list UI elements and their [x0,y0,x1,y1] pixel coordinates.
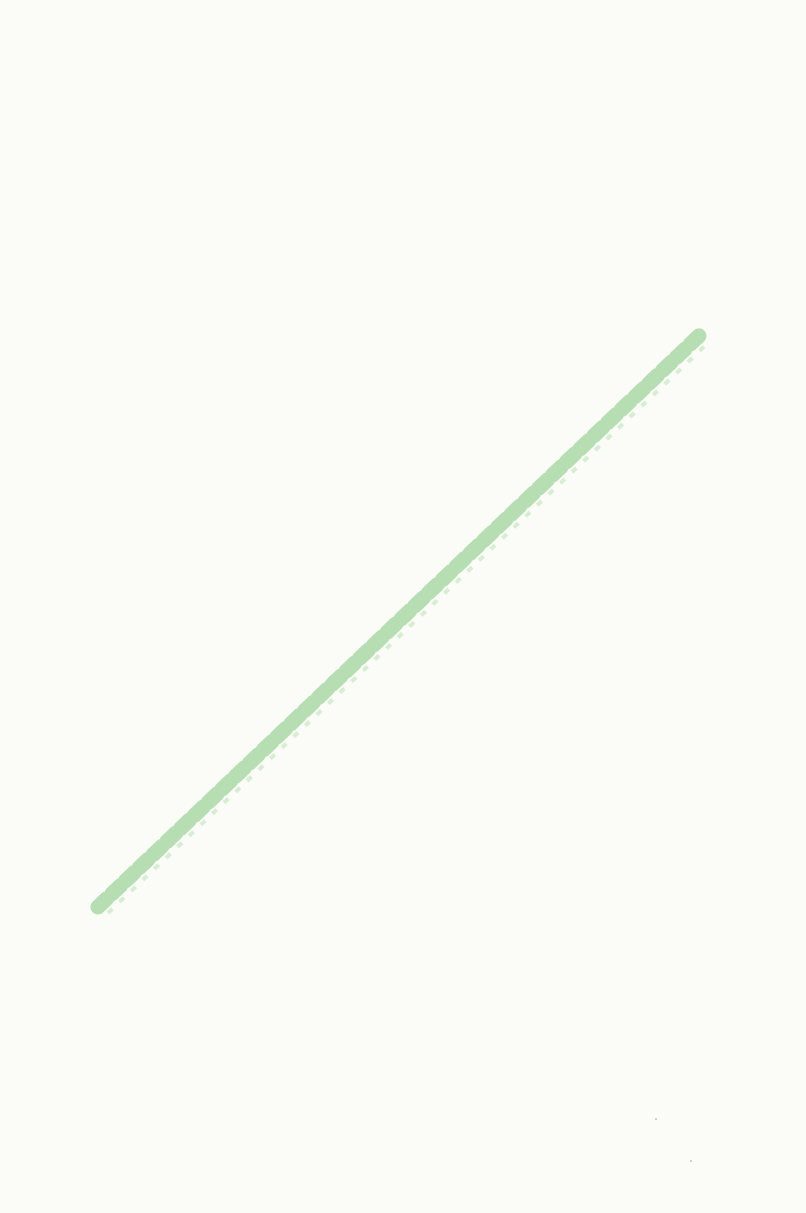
scan-speck [655,1118,657,1120]
paragraph-8 [103,304,688,324]
page-number [103,1093,123,1117]
paragraph-7 [103,276,688,296]
paragraph-5 [103,220,688,240]
paragraph-4 [103,192,688,212]
paragraph-2 [103,136,688,156]
paragraph-3 [103,164,688,184]
paragraph-1 [103,108,688,128]
body-text [103,108,688,1088]
scan-speck [690,1160,692,1162]
paragraph-6 [103,248,688,268]
